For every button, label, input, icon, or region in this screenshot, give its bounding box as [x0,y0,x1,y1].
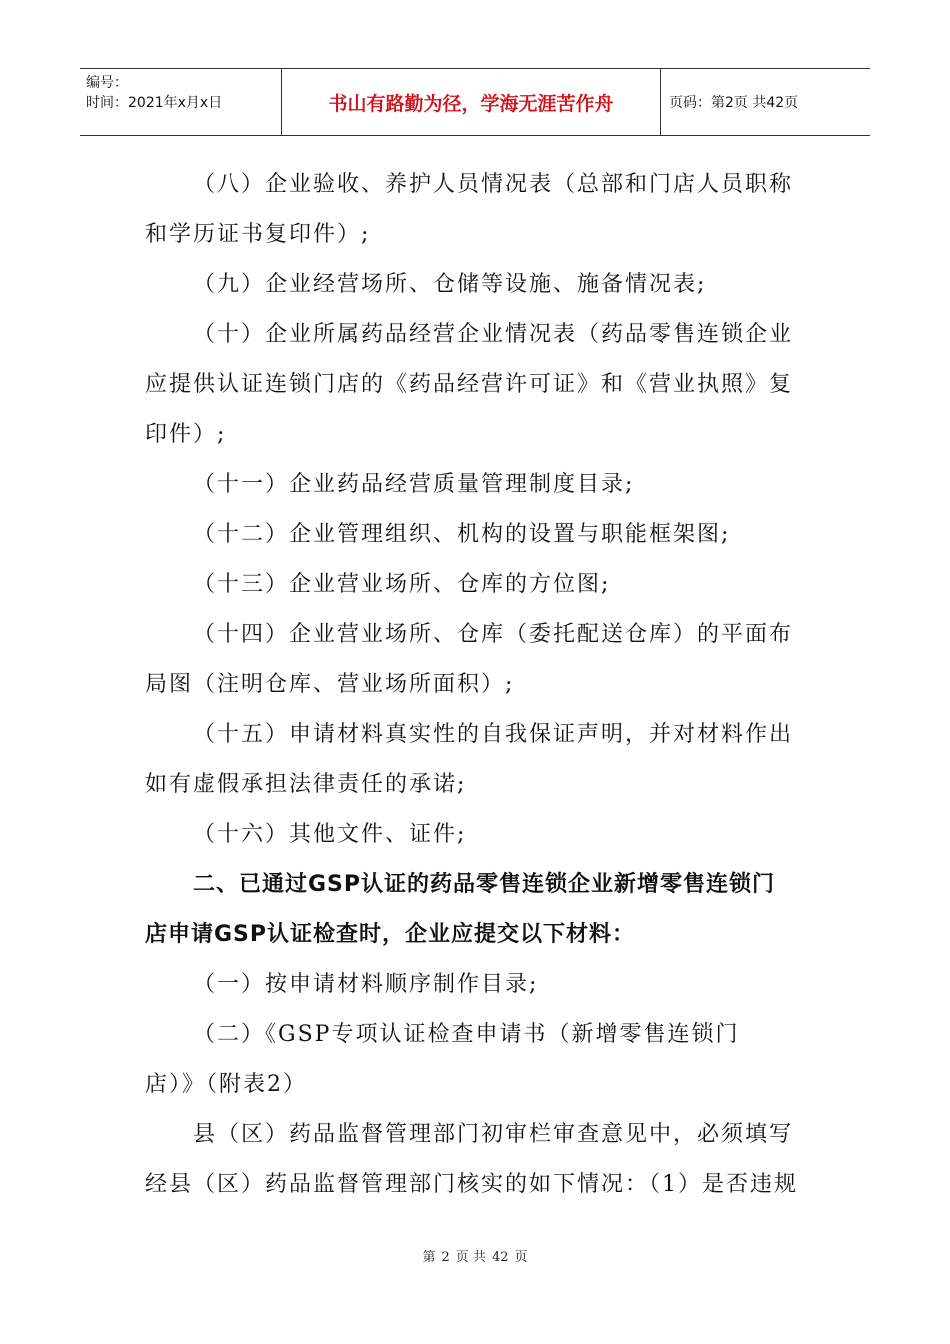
paragraph-line: （八）企业验收、养护人员情况表（总部和门店人员职称 [193,172,794,197]
header-meta [80,69,282,135]
paragraph-line: （十）企业所属药品经营企业情况表（药品零售连锁企业 [193,322,794,347]
paragraph-line: 局图（注明仓库、营业场所面积）; [145,672,515,697]
paragraph-line: 如有虚假承担法律责任的承诺; [145,772,467,797]
paragraph-line: （十五）申请材料真实性的自我保证声明，并对材料作出 [193,722,794,747]
paragraph-line: 应提供认证连锁门店的《药品经营许可证》和《营业执照》复 [145,372,794,397]
paragraph-line: （十六）其他文件、证件; [193,822,467,847]
motto: 书山有路勤为径，学海无涯苦作舟 [282,69,661,135]
section-heading-line: 二、已通过GSP认证的药品零售连锁企业新增零售连锁门 [193,872,776,897]
page-footer [0,1246,950,1265]
page-info: 页码：第2页 共42页 [669,95,799,111]
paragraph-line: （二）《GSP专项认证检查申请书（新增零售连锁门 [193,1022,740,1047]
footer-suffix: 页 [514,1250,528,1265]
header-table [80,68,870,136]
paragraph-line: 县（区）药品监督管理部门初审栏审查意见中，必须填写 [193,1122,794,1147]
paragraph-line: （十四）企业营业场所、仓库（委托配送仓库）的平面布 [193,622,794,647]
document-body [145,160,810,1210]
number-label: 编号： [86,75,128,91]
paragraph-line: 店）》（附表2） [145,1072,307,1097]
paragraph-line: 印件）; [145,422,227,447]
time-label: 时间：2021年x月x日 [86,95,223,111]
footer-prefix: 第 [422,1250,436,1265]
paragraph-line: 和学历证书复印件）; [145,222,371,247]
paragraph-line: （十一）企业药品经营质量管理制度目录; [193,472,635,497]
paragraph-line: （十三）企业营业场所、仓库的方位图; [193,572,611,597]
footer-page-num: 2 [441,1250,450,1265]
paragraph-line: （一）按申请材料顺序制作目录; [193,972,539,997]
paragraph-line: （九）企业经营场所、仓储等设施、施备情况表; [193,272,707,297]
paragraph-line: 经县（区）药品监督管理部门核实的如下情况：（1）是否违规 [145,1172,798,1197]
paragraph-line: （十二）企业管理组织、机构的设置与职能框架图; [193,522,731,547]
footer-mid: 页 共 [455,1250,486,1265]
section-heading-line: 店申请GSP认证检查时，企业应提交以下材料： [145,922,636,947]
footer-page-total: 42 [491,1250,509,1265]
